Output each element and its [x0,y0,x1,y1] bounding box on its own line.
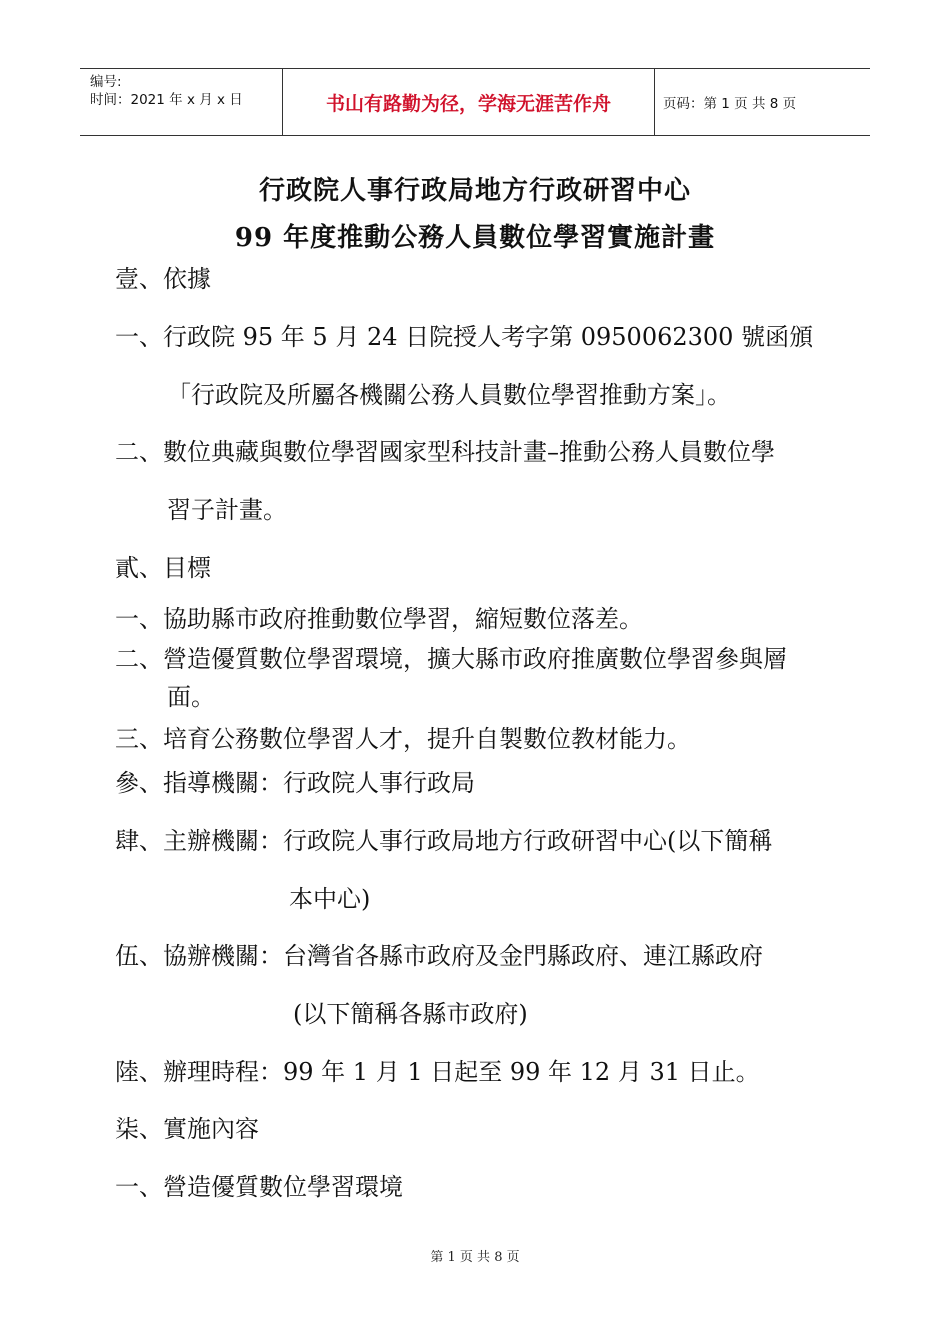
header-time: 时间：2021 年 x 月 x 日 [90,92,243,108]
section-5-co-organizer-cont: (以下簡稱各縣市政府) [293,1000,528,1028]
section-1-item-1: 一、行政院 95 年 5 月 24 日院授人考字第 0950062300 號函頒 [115,323,814,351]
section-2-item-2: 二、營造優質數位學習環境，擴大縣市政府推廣數位學習參與層 [115,645,787,673]
section-2-item-3: 三、培育公務數位學習人才，提升自製數位教材能力。 [115,725,691,753]
section-4-organizer-cont: 本中心) [289,885,371,913]
header-meta [80,69,282,135]
document-title-line1: 行政院人事行政局地方行政研習中心 [258,176,691,206]
document-header [80,68,870,136]
section-2-item-1: 一、協助縣市政府推動數位學習，縮短數位落差。 [115,605,643,633]
header-number: 编号: [90,74,122,90]
section-2-heading: 貳、目標 [115,554,211,582]
section-1-item-2: 二、數位典藏與數位學習國家型科技計畫–推動公務人員數位學 [115,438,775,466]
document-title-line2: 99 年度推動公務人員數位學習實施計畫 [234,223,716,253]
section-1-item-1-cont: 「行政院及所屬各機關公務人員數位學習推動方案」。 [167,381,731,409]
section-7-item-1: 一、營造優質數位學習環境 [115,1173,403,1201]
section-7-heading: 柒、實施內容 [115,1115,259,1143]
page-footer: 第 1 页 共 8 页 [430,1250,520,1265]
section-3-supervising-agency: 參、指導機關：行政院人事行政局 [115,769,475,797]
header-page-number: 页码：第 1 页 共 8 页 [663,96,797,112]
section-1-item-2-cont: 習子計畫。 [167,496,287,524]
section-6-schedule: 陸、辦理時程：99 年 1 月 1 日起至 99 年 12 月 31 日止。 [115,1058,760,1086]
header-slogan: 书山有路勤为径，学海无涯苦作舟 [282,69,655,135]
section-5-co-organizer: 伍、協辦機關：台灣省各縣市政府及金門縣政府、連江縣政府 [115,942,763,970]
section-4-organizer: 肆、主辦機關：行政院人事行政局地方行政研習中心(以下簡稱 [115,827,773,855]
section-2-item-2-cont: 面。 [167,683,215,711]
section-1-heading: 壹、依據 [115,265,211,293]
